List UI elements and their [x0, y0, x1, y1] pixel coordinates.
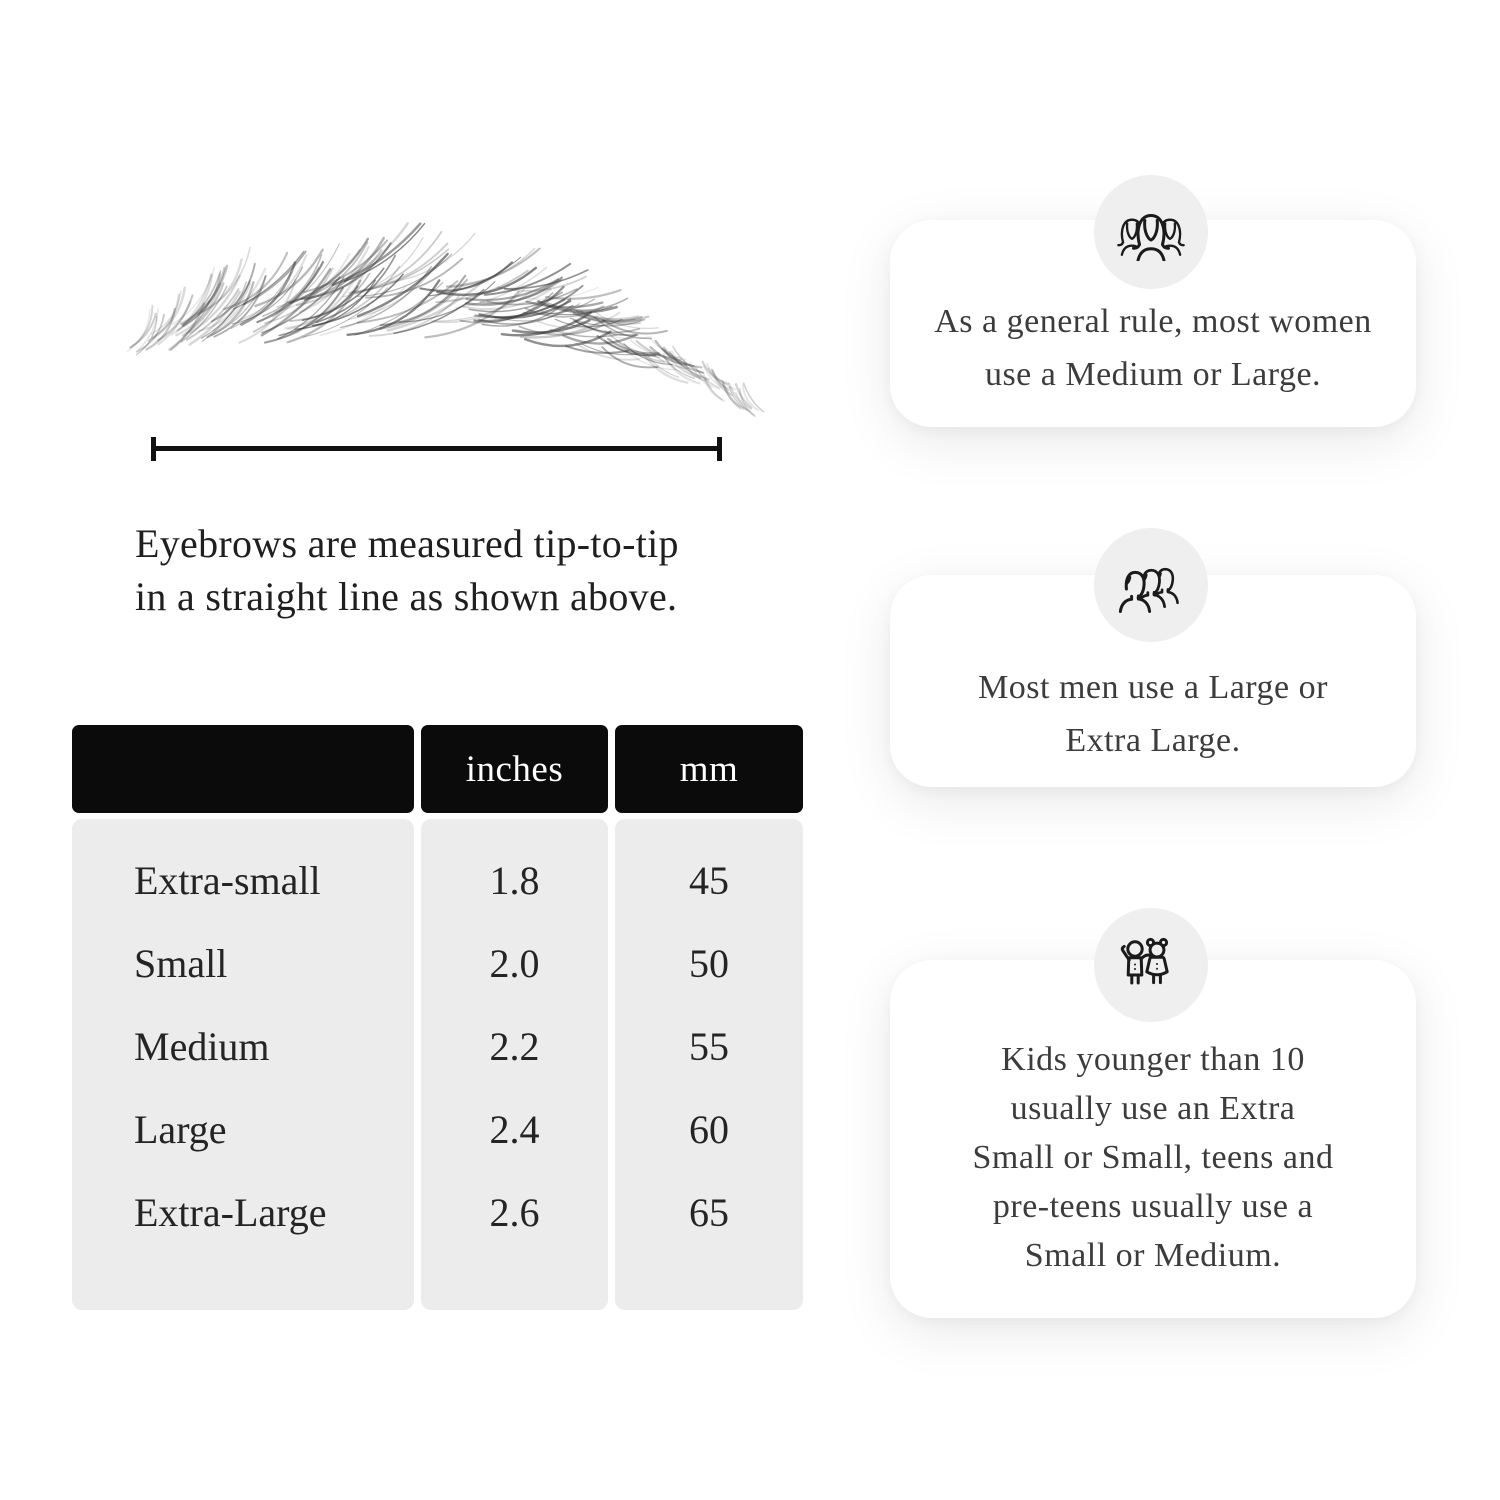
table-cell-inches: 2.2 — [489, 1024, 540, 1069]
table-cell-inches: 1.8 — [489, 858, 540, 903]
table-column-mm — [615, 819, 803, 1310]
table-row-label: Small — [134, 941, 228, 986]
caption-line-1: Eyebrows are measured tip-to-tip — [135, 521, 679, 566]
table-row-label: Extra-Large — [134, 1190, 327, 1235]
table-cell-mm: 60 — [689, 1107, 729, 1152]
men-group-icon — [1109, 556, 1193, 614]
measurement-caption — [135, 517, 755, 623]
measure-line — [151, 446, 722, 451]
table-cell-mm: 50 — [689, 941, 729, 986]
card-text: pre-teens usually use a — [992, 1188, 1314, 1225]
card-text: Kids younger than 10 — [1001, 1041, 1305, 1078]
card-text: As a general rule, most women — [934, 303, 1372, 340]
table-header-size — [72, 725, 414, 813]
men-icon-circle — [1094, 528, 1208, 642]
card-text: use a Medium or Large. — [984, 356, 1322, 393]
table-column-size-labels — [72, 819, 414, 1310]
card-text: Most men use a Large or — [978, 669, 1328, 706]
card-text: Small or Small, teens and — [972, 1139, 1334, 1176]
table-header-inches: inches — [421, 725, 608, 813]
table-cell-mm: 45 — [689, 858, 729, 903]
table-row-label: Medium — [134, 1024, 270, 1069]
kids-icon — [1118, 934, 1184, 996]
table-cell-inches: 2.6 — [489, 1190, 540, 1235]
eyebrow-illustration — [110, 213, 760, 448]
table-cell-inches: 2.0 — [489, 941, 540, 986]
table-header-mm: mm — [615, 725, 803, 813]
table-cell-mm: 65 — [689, 1190, 729, 1235]
table-column-inches — [421, 819, 608, 1310]
women-group-icon — [1111, 203, 1191, 261]
caption-line-2: in a straight line as shown above. — [135, 574, 678, 619]
table-cell-inches: 2.4 — [489, 1107, 540, 1152]
kids-icon-circle — [1094, 908, 1208, 1022]
women-icon-circle — [1094, 175, 1208, 289]
card-text: Small or Medium. — [1024, 1237, 1282, 1274]
table-row-label: Extra-small — [134, 858, 321, 903]
measure-line-right-tick — [717, 437, 722, 461]
table-cell-mm: 55 — [689, 1024, 729, 1069]
card-text: Extra Large. — [1065, 722, 1241, 759]
card-text: usually use an Extra — [1010, 1090, 1296, 1127]
table-row-label: Large — [134, 1107, 227, 1152]
